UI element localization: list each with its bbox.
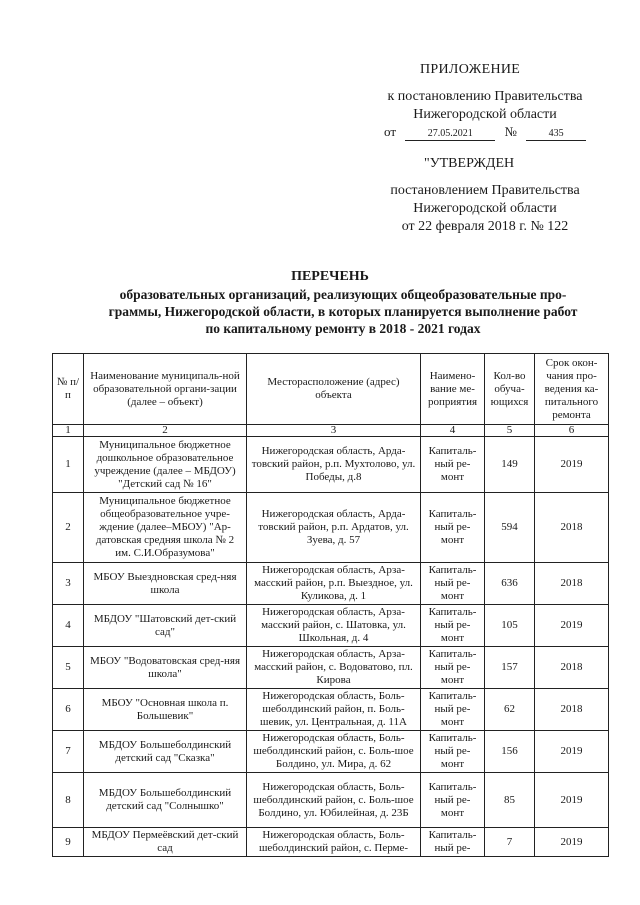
object-name: МБОУ "Водоватовская сред-няя школа" (84, 647, 247, 689)
number-value: 435 (526, 128, 586, 141)
column-number: 5 (485, 425, 535, 437)
completion-year: 2019 (535, 731, 609, 773)
table-header-row (53, 354, 609, 425)
object-address: Нижегородская область, Арза-масский район, с. Водоватово, пл. Кирова (247, 647, 421, 689)
subtitle-line-2: граммы, Нижегородской области, в которых планируется выполнение работ (108, 304, 578, 319)
event-name: Капиталь-ный ре-монт (421, 647, 485, 689)
table-row (53, 731, 609, 773)
table-row (53, 828, 609, 857)
subtitle-line-1: образовательных организаций, реализующих общеобразовательные про- (119, 287, 567, 302)
table-row (53, 773, 609, 828)
completion-year: 2019 (535, 773, 609, 828)
column-number-row (53, 425, 609, 437)
row-number: 9 (53, 828, 84, 857)
objects-table (52, 353, 609, 857)
date-prefix: от (384, 124, 397, 139)
appendix-title: ПРИЛОЖЕНИЕ (420, 62, 521, 77)
approved-line-2: Нижегородской области (413, 201, 557, 216)
column-number: 4 (421, 425, 485, 437)
appendix-line-2: Нижегородской области (413, 107, 557, 122)
completion-year: 2018 (535, 689, 609, 731)
object-name: МБДОУ "Шатовский дет-ский сад" (84, 605, 247, 647)
object-address: Нижегородская область, Боль-шеболдинский район, п. Боль-шевик, ул. Центральная, д. 11А (247, 689, 421, 731)
header-cell-name: Наименование муниципаль-ной образовательной органи-зации (далее – объект) (84, 354, 247, 425)
table-row (53, 493, 609, 563)
subtitle-line-3: по капитальному ремонту в 2018 - 2021 годах (205, 321, 481, 336)
student-count: 594 (485, 493, 535, 563)
table-row (53, 605, 609, 647)
event-name: Капиталь-ный ре-монт (421, 731, 485, 773)
object-name: МБДОУ Пермеёвский дет-ский сад (84, 828, 247, 857)
approved-line-3: от 22 февраля 2018 г. № 122 (401, 219, 569, 234)
object-address: Нижегородская область, Арза-масский район, р.п. Выездное, ул. Куликова, д. 1 (247, 563, 421, 605)
object-name: МБОУ Выездновская сред-няя школа (84, 563, 247, 605)
appendix-line-1: к постановлению Правительства (387, 89, 583, 104)
header-cell-event: Наимено-вание ме-роприятия (421, 354, 485, 425)
column-number: 6 (535, 425, 609, 437)
object-address: Нижегородская область, Боль-шеболдинский район, с. Боль-шое Болдино, ул. Юбилейная, д. 23Б (247, 773, 421, 828)
header-cell-number: № п/п (53, 354, 84, 425)
object-address: Нижегородская область, Боль-шеболдинский район, с. Перме- (247, 828, 421, 857)
event-name: Капиталь-ный ре-монт (421, 773, 485, 828)
object-name: МБОУ "Основная школа п. Большевик" (84, 689, 247, 731)
row-number: 5 (53, 647, 84, 689)
column-number: 1 (53, 425, 84, 437)
row-number: 8 (53, 773, 84, 828)
object-name: Муниципальное бюджетное общеобразовательное учре-ждение (далее–МБОУ) "Ар-датовская средняя школа № 2 им. С.И.Образумова" (84, 493, 247, 563)
completion-year: 2019 (535, 437, 609, 493)
student-count: 157 (485, 647, 535, 689)
table-row (53, 437, 609, 493)
row-number: 2 (53, 493, 84, 563)
document-title: ПЕРЕЧЕНЬ (291, 269, 369, 284)
completion-year: 2018 (535, 647, 609, 689)
header-cell-address: Месторасположение (адрес) объекта (247, 354, 421, 425)
row-number: 6 (53, 689, 84, 731)
completion-year: 2019 (535, 828, 609, 857)
object-name: МБДОУ Большеболдинский детский сад "Солнышко" (84, 773, 247, 828)
completion-year: 2018 (535, 563, 609, 605)
student-count: 156 (485, 731, 535, 773)
table-row (53, 647, 609, 689)
student-count: 85 (485, 773, 535, 828)
event-name: Капиталь-ный ре- (421, 828, 485, 857)
student-count: 62 (485, 689, 535, 731)
object-address: Нижегородская область, Арда-товский район, р.п. Мухтолово, ул. Победы, д.8 (247, 437, 421, 493)
completion-year: 2018 (535, 493, 609, 563)
object-name: МБДОУ Большеболдинский детский сад "Сказка" (84, 731, 247, 773)
approved-label: "УТВЕРЖДЕН (424, 156, 515, 171)
table-row (53, 689, 609, 731)
event-name: Капиталь-ный ре-монт (421, 563, 485, 605)
date-value: 27.05.2021 (405, 128, 495, 141)
date-number-row (384, 124, 586, 141)
student-count: 149 (485, 437, 535, 493)
object-address: Нижегородская область, Боль-шеболдинский район, с. Боль-шое Болдино, ул. Мира, д. 62 (247, 731, 421, 773)
student-count: 636 (485, 563, 535, 605)
column-number: 2 (84, 425, 247, 437)
completion-year: 2019 (535, 605, 609, 647)
header-cell-deadline: Срок окон-чания про-ведения ка-питального ремонта (535, 354, 609, 425)
table-row (53, 563, 609, 605)
event-name: Капиталь-ный ре-монт (421, 689, 485, 731)
document-subtitle (86, 286, 600, 337)
row-number: 1 (53, 437, 84, 493)
object-name: Муниципальное бюджетное дошкольное образовательное учреждение (далее – МБДОУ) "Детский сад № 16" (84, 437, 247, 493)
event-name: Капиталь-ный ре-монт (421, 605, 485, 647)
row-number: 7 (53, 731, 84, 773)
column-number: 3 (247, 425, 421, 437)
event-name: Капиталь-ный ре-монт (421, 493, 485, 563)
event-name: Капиталь-ный ре-монт (421, 437, 485, 493)
number-sign: № (504, 124, 517, 139)
header-cell-count: Кол-во обуча-ющихся (485, 354, 535, 425)
object-address: Нижегородская область, Арда-товский район, р.п. Ардатов, ул. Зуева, д. 57 (247, 493, 421, 563)
student-count: 7 (485, 828, 535, 857)
row-number: 3 (53, 563, 84, 605)
object-address: Нижегородская область, Арза-масский район, с. Шатовка, ул. Школьная, д. 4 (247, 605, 421, 647)
approved-line-1: постановлением Правительства (390, 183, 580, 198)
student-count: 105 (485, 605, 535, 647)
row-number: 4 (53, 605, 84, 647)
